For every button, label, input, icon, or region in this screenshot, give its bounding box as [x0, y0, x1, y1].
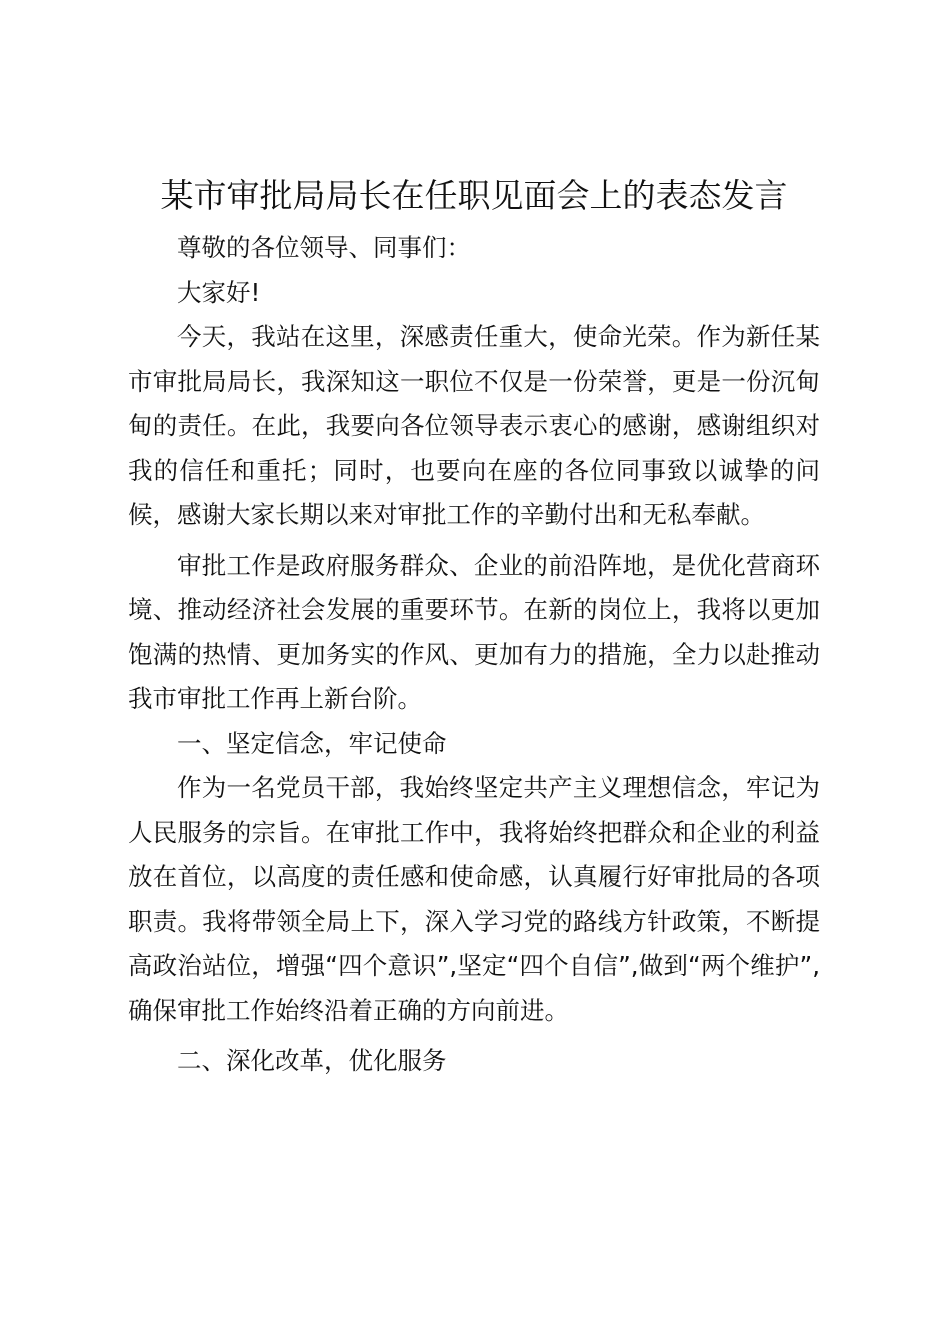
section-heading-1: 一、坚定信念，牢记使命	[177, 728, 447, 758]
paragraph-role: 审批工作是政府服务群众、企业的前沿阵地，是优化营商环境、推动经济社会发展的重要环节。在新的岗位上，我将以更加饱满的热情、更加务实的作风、更加有力的措施，全力以赴推动我市审批工作再上新台阶。	[128, 550, 820, 713]
salutation: 尊敬的各位领导、同事们：	[177, 233, 471, 262]
document-body	[128, 172, 820, 1084]
paragraph-intro: 今天，我站在这里，深感责任重大，使命光荣。作为新任某市审批局局长，我深知这一职位不仅是一份荣誉，更是一份沉甸甸的责任。在此，我要向各位领导表示衷心的感谢，感谢组织对我的信任和重托；同时，也要向在座的各位同事致以诚挚的问候，感谢大家长期以来对审批工作的辛勤付出和无私奉献。	[128, 322, 820, 529]
document-title: 某市审批局局长在任职见面会上的表态发言	[160, 176, 788, 215]
section-body-1: 作为一名党员干部，我始终坚定共产主义理想信念，牢记为人民服务的宗旨。在审批工作中，我将始终把群众和企业的利益放在首位，以高度的责任感和使命感，认真履行好审批局的各项职责。我将带领全局上下，深入学习党的路线方针政策，不断提高政治站位，增强“四个意识”,坚定“四个自信”,做到“两个维护”,确保审批工作始终沿着正确的方向前进。	[128, 773, 820, 1025]
section-heading-2: 二、深化改革，优化服务	[177, 1046, 447, 1075]
greeting: 大家好!	[177, 277, 261, 307]
